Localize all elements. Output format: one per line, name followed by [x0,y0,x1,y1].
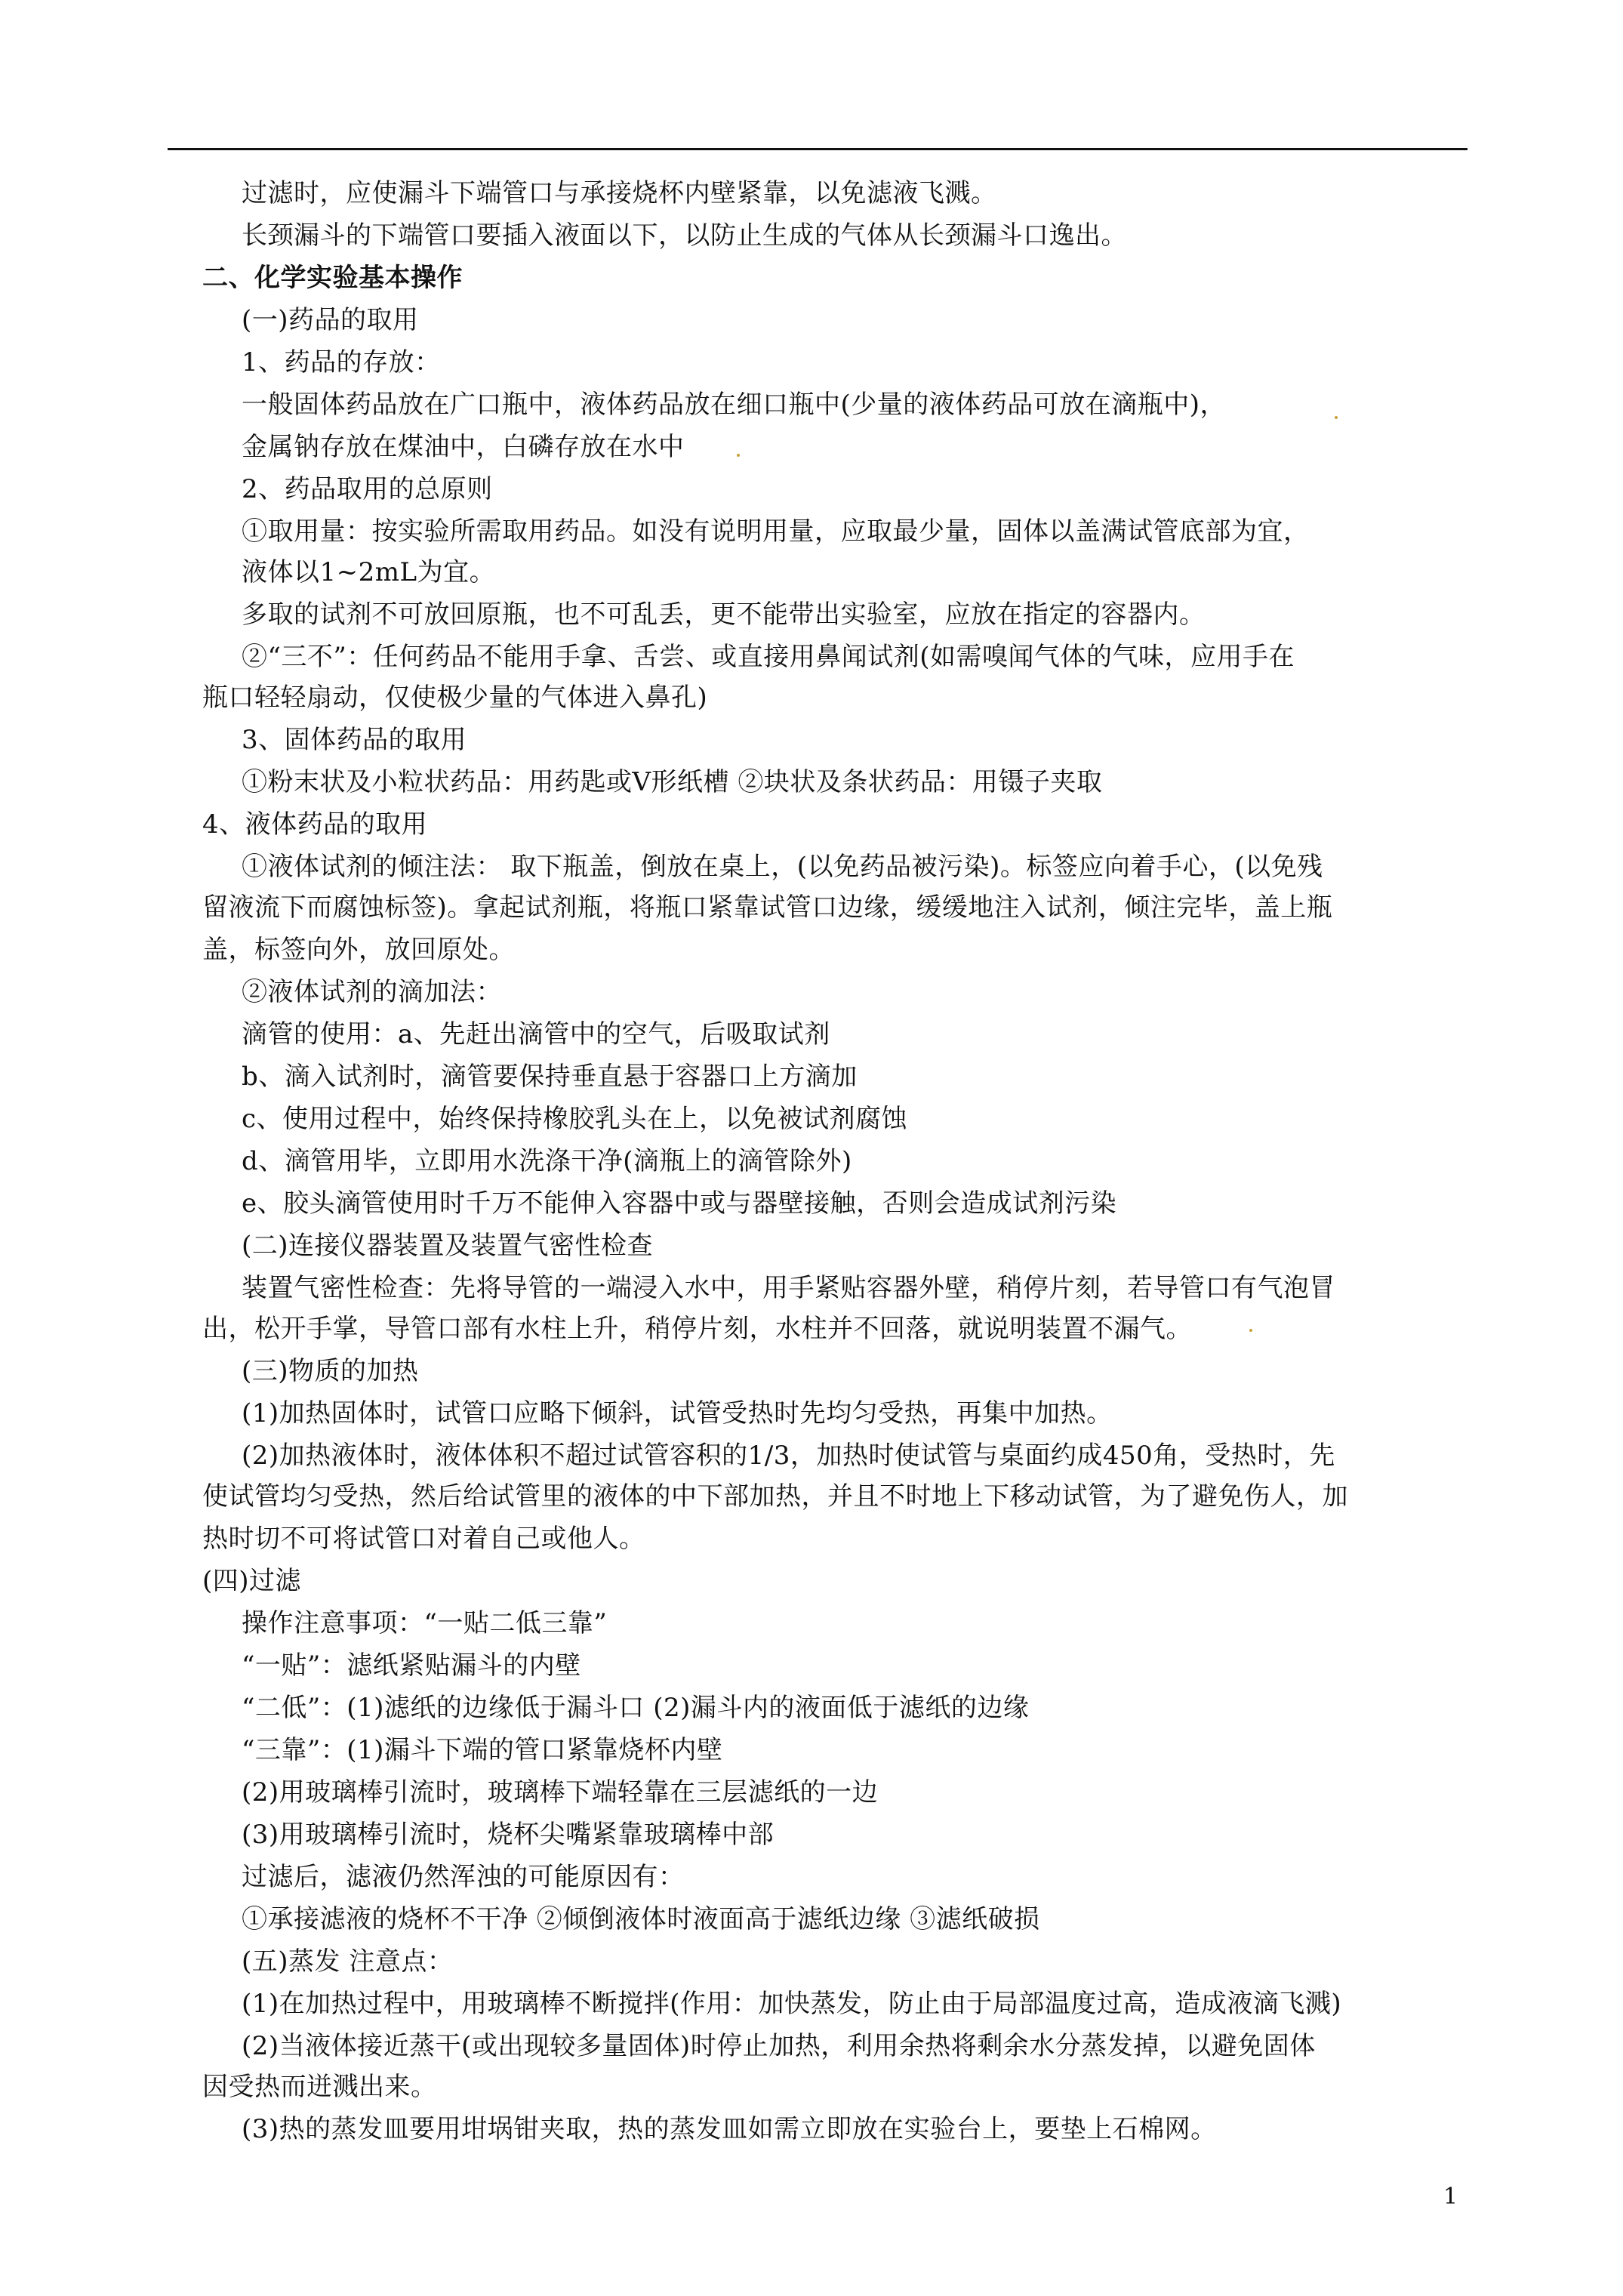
text-line: c、使用过程中，始终保持橡胶乳头在上，以免被试剂腐蚀 [242,1104,908,1134]
speck-mark [1335,416,1338,419]
text-line: (3)用玻璃棒引流时，烧杯尖嘴紧靠玻璃棒中部 [242,1820,775,1850]
text-line: 1、药品的存放： [242,347,441,378]
text-line: (1)在加热过程中，用玻璃棒不断搅拌(作用：加快蒸发，防止由于局部温度过高，造成液滴飞溅) [242,1989,1342,2019]
text-line: 4、液体药品的取用 [202,809,428,840]
text-line: ①承接滤液的烧杯不干净 ②倾倒液体时液面高于滤纸边缘 ③滤纸破损 [242,1904,1040,1934]
text-line: ②“三不”：任何药品不能用手拿、舌尝、或直接用鼻闻试剂(如需嗅闻气体的气味，应用手在 [242,642,1295,672]
text-line: (2)当液体接近蒸干(或出现较多量固体)时停止加热，利用余热将剩余水分蒸发掉，以避免固体 [242,2031,1316,2061]
text-line: (三)物质的加热 [242,1356,419,1386]
text-line: 过滤时，应使漏斗下端管口与承接烧杯内壁紧靠，以免滤液飞溅。 [242,178,997,208]
text-line: (2)加热液体时，液体体积不超过试管容积的1/3，加热时使试管与桌面约成450角，受热时，先 [242,1441,1335,1471]
text-line: 盖，标签向外，放回原处。 [202,935,515,965]
text-line: “三靠”：(1)漏斗下端的管口紧靠烧杯内壁 [242,1735,723,1765]
text-line: e、胶头滴管使用时千万不能伸入容器中或与器壁接触，否则会造成试剂污染 [242,1188,1117,1219]
text-line: 过滤后，滤液仍然浑浊的可能原因有： [242,1862,685,1892]
text-line: 瓶口轻轻扇动，仅使极少量的气体进入鼻孔) [202,683,708,713]
text-line: (2)用玻璃棒引流时，玻璃棒下端轻靠在三层滤纸的一边 [242,1777,879,1808]
text-line: (二)连接仪器装置及装置气密性检查 [242,1231,654,1261]
text-line: 长颈漏斗的下端管口要插入液面以下，以防止生成的气体从长颈漏斗口逸出。 [242,220,1127,251]
text-line: d、滴管用毕，立即用水洗涤干净(滴瓶上的滴管除外) [242,1146,852,1176]
text-line: 金属钠存放在煤油中，白磷存放在水中 [242,432,685,462]
text-line: (五)蒸发 注意点： [242,1946,454,1977]
text-line: 留液流下而腐蚀标签)。拿起试剂瓶，将瓶口紧靠试管口边缘，缓缓地注入试剂，倾注完毕，盖上瓶 [202,892,1333,923]
text-line: “一贴”：滤纸紧贴漏斗的内壁 [242,1650,581,1681]
text-line: 多取的试剂不可放回原瓶，也不可乱丢，更不能带出实验室，应放在指定的容器内。 [242,599,1206,630]
text-line: ①取用量：按实验所需取用药品。如没有说明用量，应取最少量，固体以盖满试管底部为宜， [242,516,1310,547]
text-line: “二低”：(1)滤纸的边缘低于漏斗口 (2)漏斗内的液面低于滤纸的边缘 [242,1693,1030,1723]
text-line: (四)过滤 [202,1566,302,1596]
text-line: 因受热而迸溅出来。 [202,2072,437,2102]
text-line: 出，松开手掌，导管口部有水柱上升，稍停片刻，水柱并不回落，就说明装置不漏气。 [202,1314,1192,1344]
text-line: b、滴入试剂时，滴管要保持垂直悬于容器口上方滴加 [242,1062,858,1092]
text-line: (一)药品的取用 [242,305,419,335]
text-line: (3)热的蒸发皿要用坩埚钳夹取，热的蒸发皿如需立即放在实验台上，要垫上石棉网。 [242,2114,1217,2144]
speck-mark [737,454,740,457]
text-line: 3、固体药品的取用 [242,725,467,755]
speck-mark [1249,1329,1252,1332]
text-line: 一般固体药品放在广口瓶中，液体药品放在细口瓶中(少量的液体药品可放在滴瓶中)， [242,390,1227,420]
section-heading: 二、化学实验基本操作 [202,263,463,293]
text-line: 使试管均匀受热，然后给试管里的液体的中下部加热，并且不时地上下移动试管，为了避免伤人，加 [202,1481,1348,1512]
text-line: 热时切不可将试管口对着自己或他人。 [202,1524,645,1554]
text-line: (1)加热固体时，试管口应略下倾斜，试管受热时先均匀受热，再集中加热。 [242,1398,1113,1428]
text-line: 液体以1~2mL为宜。 [242,557,496,587]
page-number: 1 [1443,2184,1458,2210]
text-line: ①液体试剂的倾注法： 取下瓶盖，倒放在桌上，(以免药品被污染)。标签应向着手心，(以免残 [242,852,1323,882]
text-line: 滴管的使用：a、先赶出滴管中的空气，后吸取试剂 [242,1019,830,1049]
text-line: 装置气密性检查：先将导管的一端浸入水中，用手紧贴容器外壁，稍停片刻，若导管口有气泡冒 [242,1273,1335,1303]
text-line: ①粉末状及小粒状药品：用药匙或V形纸槽 ②块状及条状药品：用镊子夹取 [242,767,1103,797]
text-line: 2、药品取用的总原则 [242,474,493,504]
text-line: 操作注意事项：“一贴二低三靠” [242,1608,608,1638]
header-rule [168,148,1467,150]
text-line: ②液体试剂的滴加法： [242,977,502,1007]
